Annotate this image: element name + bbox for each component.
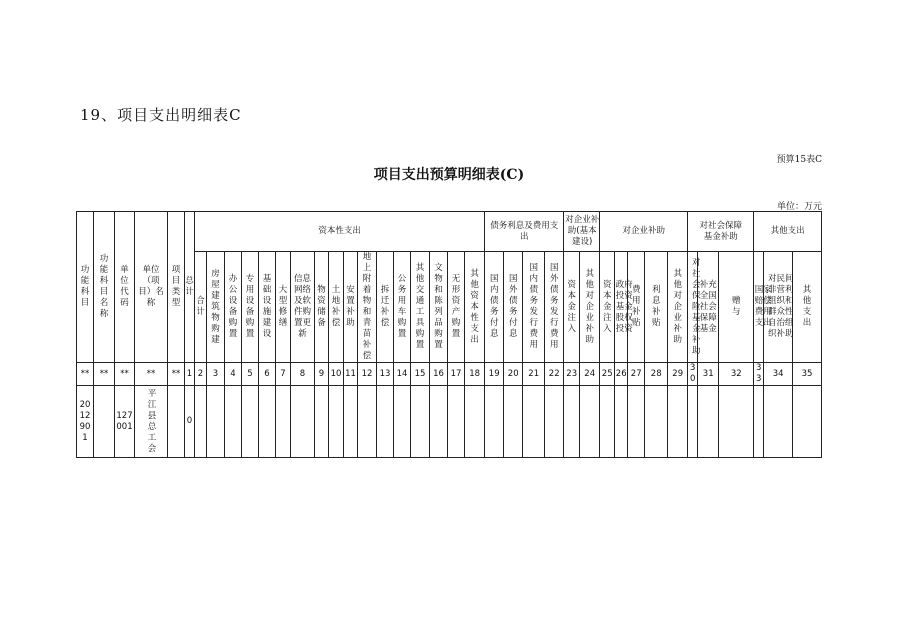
- sub-head-text: 对民间非营利组织和群众性自治组织补助: [767, 274, 794, 339]
- column-number: 19: [485, 363, 504, 386]
- function-code: 2012901: [79, 399, 91, 443]
- sub-head: [545, 252, 564, 363]
- column-number: 3: [207, 363, 225, 386]
- col-head: [185, 212, 195, 363]
- amount-cell: [315, 386, 329, 458]
- amount-cell: [358, 386, 377, 458]
- unit-label: 单位：万元: [776, 202, 822, 212]
- column-number: 23: [564, 363, 580, 386]
- sub-head: [259, 252, 276, 363]
- sub-head-text: 文物和陈列品购置: [434, 263, 443, 350]
- column-number: 6: [259, 363, 276, 386]
- unit-name-cell: [135, 386, 168, 458]
- amount-cell: [394, 386, 411, 458]
- sub-head-text: 国内债务发行费用: [529, 263, 538, 350]
- amount-cell: [668, 386, 688, 458]
- amount-cell: [411, 386, 430, 458]
- column-number: 35: [793, 363, 822, 386]
- sub-head-text: 资本金注入: [567, 279, 576, 334]
- table-row: [77, 386, 822, 458]
- column-number: 16: [430, 363, 448, 386]
- group-head-text: 对企业补助(基本建设): [565, 215, 600, 247]
- sub-head-text: 其他交通工具购置: [415, 263, 425, 350]
- sub-head: [465, 252, 485, 363]
- sub-head-text: 补充全国社会保障基金: [699, 279, 717, 334]
- col-head: [135, 212, 168, 363]
- group-head-other: 其他支出: [754, 212, 822, 252]
- sub-head: [600, 252, 615, 363]
- sub-head-text: 基础设施建设: [262, 274, 272, 339]
- amount-cell: [615, 386, 628, 458]
- sub-head: [207, 252, 225, 363]
- amount-cell: [545, 386, 564, 458]
- sub-head: [754, 252, 772, 363]
- unit-name: 平江县总工会: [147, 388, 157, 454]
- col-head: [77, 212, 94, 363]
- sub-head-text: 大型修缮: [278, 285, 288, 328]
- amount-cell: [377, 386, 394, 458]
- amount-cell: [793, 386, 822, 458]
- sub-head-text: 国外债务发行费用: [549, 263, 559, 350]
- amount-cell: [719, 386, 754, 458]
- sub-head-text: 拆迁补偿: [380, 285, 390, 328]
- sub-head-text: 赠与: [731, 296, 741, 317]
- amount-cell: [564, 386, 580, 458]
- amount-cell: [504, 386, 523, 458]
- column-number: **: [94, 363, 115, 386]
- column-number: 7: [276, 363, 291, 386]
- column-number: 14: [394, 363, 411, 386]
- sub-head: [615, 252, 633, 363]
- function-name-cell: [94, 386, 115, 458]
- sub-head: [225, 252, 242, 363]
- unit-code-cell: [115, 386, 135, 458]
- column-number: 22: [545, 363, 564, 386]
- column-number: 30: [688, 363, 698, 386]
- sub-head: [523, 252, 545, 363]
- group-head-enterprise-capital: [564, 212, 600, 252]
- sub-head-text: 费用补贴: [631, 285, 641, 328]
- column-number: **: [168, 363, 185, 386]
- sub-head-text: 政府投资基金股权投资: [615, 279, 633, 334]
- sub-head-text: 利息补贴: [651, 285, 661, 328]
- sub-head-text: 土地补偿: [331, 285, 341, 328]
- amount-cell: [698, 386, 719, 458]
- group-head-enterprise: 对企业补助: [600, 212, 688, 252]
- amount-cell: [242, 386, 259, 458]
- sub-head-text: 其他支出: [802, 285, 812, 328]
- col-head-text: 总计: [185, 276, 194, 297]
- sub-head: [580, 252, 600, 363]
- amount-cell: [207, 386, 225, 458]
- amount-cell: [448, 386, 465, 458]
- sub-head-text: 无形资产购置: [451, 274, 461, 339]
- sub-head: [448, 252, 465, 363]
- column-number-row: [77, 363, 822, 386]
- project-expenditure-table: [76, 211, 822, 458]
- sub-head-text: 国内债务付息: [489, 274, 499, 339]
- amount-cell: [276, 386, 291, 458]
- amount-cell: [754, 386, 764, 458]
- sub-head: [291, 252, 315, 363]
- column-number: 26: [615, 363, 628, 386]
- column-number: 2: [195, 363, 207, 386]
- sub-head-text: 公务用车购置: [397, 274, 407, 339]
- section-title: 19、项目支出明细表C: [80, 106, 242, 124]
- amount-cell: [225, 386, 242, 458]
- column-number: **: [135, 363, 168, 386]
- column-number: 20: [504, 363, 523, 386]
- sub-head: [645, 252, 668, 363]
- column-number: 32: [719, 363, 754, 386]
- column-number: 34: [764, 363, 793, 386]
- amount-cell: [344, 386, 358, 458]
- column-number: 18: [465, 363, 485, 386]
- sub-head-text: 房屋建筑物购建: [211, 268, 220, 345]
- sub-head-text: 其他资本性支出: [470, 268, 479, 345]
- column-number: 29: [668, 363, 688, 386]
- group-head-text: 债务利息及费用支出: [490, 220, 559, 242]
- column-number: **: [77, 363, 94, 386]
- column-number: 4: [225, 363, 242, 386]
- column-number: 8: [291, 363, 315, 386]
- amount-cell: [628, 386, 645, 458]
- column-number: 17: [448, 363, 465, 386]
- column-number: 11: [344, 363, 358, 386]
- sub-head: [344, 252, 358, 363]
- column-number: 21: [523, 363, 545, 386]
- column-number: 31: [698, 363, 719, 386]
- sub-head: [764, 252, 793, 363]
- total-cell: 0: [185, 386, 195, 458]
- sub-head-text: 资本金注入: [602, 279, 612, 334]
- sub-head: [430, 252, 448, 363]
- sub-head: [504, 252, 523, 363]
- function-code-cell: [77, 386, 94, 458]
- sub-head-text: 其他对企业补助: [673, 268, 682, 345]
- amount-cell: [430, 386, 448, 458]
- col-head: [115, 212, 135, 363]
- column-number: 27: [628, 363, 645, 386]
- sub-head-text: 合计: [196, 296, 205, 317]
- sub-head: [485, 252, 504, 363]
- col-head-text: 功能科目名称: [99, 254, 109, 319]
- column-number: 1: [185, 363, 195, 386]
- column-number: 5: [242, 363, 259, 386]
- sub-head: [358, 252, 377, 363]
- amount-cell: [291, 386, 315, 458]
- col-head: [94, 212, 115, 363]
- column-number: 15: [411, 363, 430, 386]
- column-number: 9: [315, 363, 329, 386]
- column-number: 13: [377, 363, 394, 386]
- column-number: 28: [645, 363, 668, 386]
- sub-head-text: 地上附着物和青苗补偿: [362, 252, 372, 361]
- sub-head-text: 安置补助: [346, 285, 355, 328]
- group-head-debt: [485, 212, 564, 252]
- sub-head: [276, 252, 291, 363]
- group-head-social-security: [688, 212, 754, 252]
- project-type-cell: [168, 386, 185, 458]
- table-title: 项目支出预算明细表(C): [373, 167, 525, 183]
- budget-code: 预算15表C: [776, 155, 822, 165]
- column-number: 10: [329, 363, 344, 386]
- unit-code: 127001: [116, 410, 133, 432]
- col-head: [168, 212, 185, 363]
- col-head-text: 项目类型: [171, 265, 181, 308]
- sub-head: [668, 252, 688, 363]
- amount-cell: [580, 386, 600, 458]
- column-number: 24: [580, 363, 600, 386]
- sub-head: [394, 252, 411, 363]
- amount-cell: [645, 386, 668, 458]
- amount-cell: [329, 386, 344, 458]
- sub-head-text: 专用设备购置: [245, 274, 255, 339]
- sub-head: [315, 252, 329, 363]
- amount-cell: [600, 386, 615, 458]
- amount-cell: [195, 386, 207, 458]
- col-head-text: 单位（项目）名称: [138, 265, 164, 308]
- col-head-text: 单位代码: [120, 265, 129, 308]
- sub-head: [688, 252, 701, 363]
- column-number: **: [115, 363, 135, 386]
- sub-head: [329, 252, 344, 363]
- col-head-text: 功能科目: [80, 265, 90, 308]
- sub-head-text: 其他对企业补助: [585, 268, 594, 345]
- sub-head-text: 办公设备购置: [228, 274, 238, 339]
- sub-head: [411, 252, 430, 363]
- sub-head-text: 对社会保险基金补助: [691, 257, 701, 356]
- group-head-capital: 资本性支出: [195, 212, 485, 252]
- amount-cell: [485, 386, 504, 458]
- sub-head-text: 国外债务付息: [508, 274, 518, 339]
- group-head-text: 对社会保障基金补助: [699, 220, 742, 242]
- sub-head: [377, 252, 394, 363]
- amount-cell: [523, 386, 545, 458]
- sub-head: [195, 252, 207, 363]
- sub-head: [242, 252, 259, 363]
- amount-cell: [465, 386, 485, 458]
- amount-cell: [764, 386, 793, 458]
- sub-head: [564, 252, 580, 363]
- sub-head-text: 国家赔偿费用支出: [754, 285, 772, 328]
- amount-cell: [259, 386, 276, 458]
- sub-head: [719, 252, 754, 363]
- column-number: 12: [358, 363, 377, 386]
- amount-cell: [688, 386, 698, 458]
- column-number: 33: [754, 363, 764, 386]
- column-number: 25: [600, 363, 615, 386]
- sub-head-text: 物资储备: [317, 285, 326, 328]
- sub-head-text: 信息网络及软件购置更新: [293, 274, 311, 339]
